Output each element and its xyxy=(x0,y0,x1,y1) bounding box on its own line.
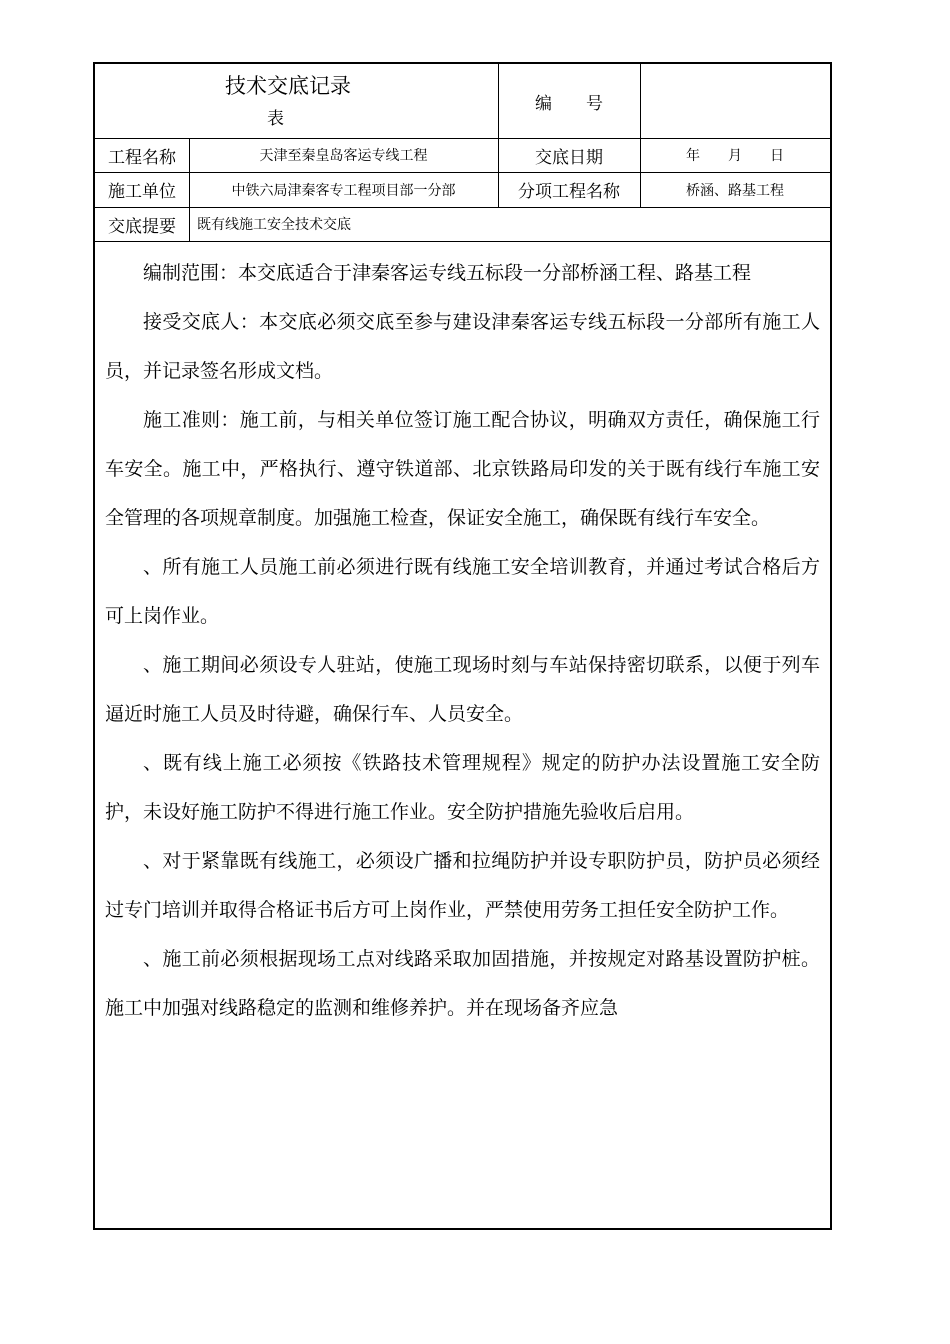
date-value: 年 月 日 xyxy=(686,148,784,164)
paragraph-item: 、既有线上施工必须按《铁路技术管理规程》规定的防护办法设置施工安全防护，未设好施工防护不得进行施工作业。安全防护措施先验收后启用。 xyxy=(105,752,820,823)
paragraph-item: 、所有施工人员施工前必须进行既有线施工安全培训教育，并通过考试合格后方可上岗作业。 xyxy=(105,556,820,627)
paragraph-item: 、对于紧靠既有线施工，必须设广播和拉绳防护并设专职防护员，防护员必须经过专门培训并取得合格证书后方可上岗作业，严禁使用劳务工担任安全防护工作。 xyxy=(105,850,820,921)
form-title-line1: 技术交底记录 xyxy=(225,74,351,98)
date-label: 交底日期 xyxy=(535,147,603,168)
number-value xyxy=(640,64,830,138)
construction-unit-label: 施工单位 xyxy=(108,182,176,202)
paragraph-item: 、施工期间必须设专人驻站，使施工现场时刻与车站保持密切联系，以便于列车逼近时施工人员及时待避，确保行车、人员安全。 xyxy=(105,654,820,725)
paragraph-principles: 施工准则：施工前，与相关单位签订施工配合协议，明确双方责任，确保施工行车安全。施工中，严格执行、遵守铁道部、北京铁路局印发的关于既有线行车施工安全管理的各项规章制度。加强施工检查，保证安全施工，确保既有线行车安全。 xyxy=(105,409,820,529)
paragraph-recipients: 接受交底人：本交底必须交底至参与建设津秦客运专线五标段一分部所有施工人员，并记录签名形成文档。 xyxy=(105,311,820,382)
briefing-body xyxy=(105,249,820,1228)
construction-unit-value: 中铁六局津秦客专工程项目部一分部 xyxy=(231,182,456,199)
technical-briefing-record-table xyxy=(93,62,832,1230)
paragraph-item: 、施工前必须根据现场工点对线路采取加固措施，并按规定对路基设置防护桩。施工中加强对线路稳定的监测和维修养护。并在现场备齐应急 xyxy=(105,948,820,1019)
subproject-name-label: 分项工程名称 xyxy=(518,182,620,202)
summary-label: 交底提要 xyxy=(108,216,176,237)
summary-value: 既有线施工安全技术交底 xyxy=(197,217,351,233)
paragraph-scope: 编制范围：本交底适合于津秦客运专线五标段一分部桥涵工程、路基工程 xyxy=(143,262,752,284)
subproject-name-value: 桥涵、路基工程 xyxy=(686,182,784,199)
table-rule xyxy=(95,241,830,242)
project-name-value: 天津至秦皇岛客运专线工程 xyxy=(259,148,428,164)
project-name-label: 工程名称 xyxy=(108,147,176,168)
form-title xyxy=(95,64,498,138)
form-title-line2: 表 xyxy=(267,109,284,129)
number-label: 编 号 xyxy=(535,93,603,114)
